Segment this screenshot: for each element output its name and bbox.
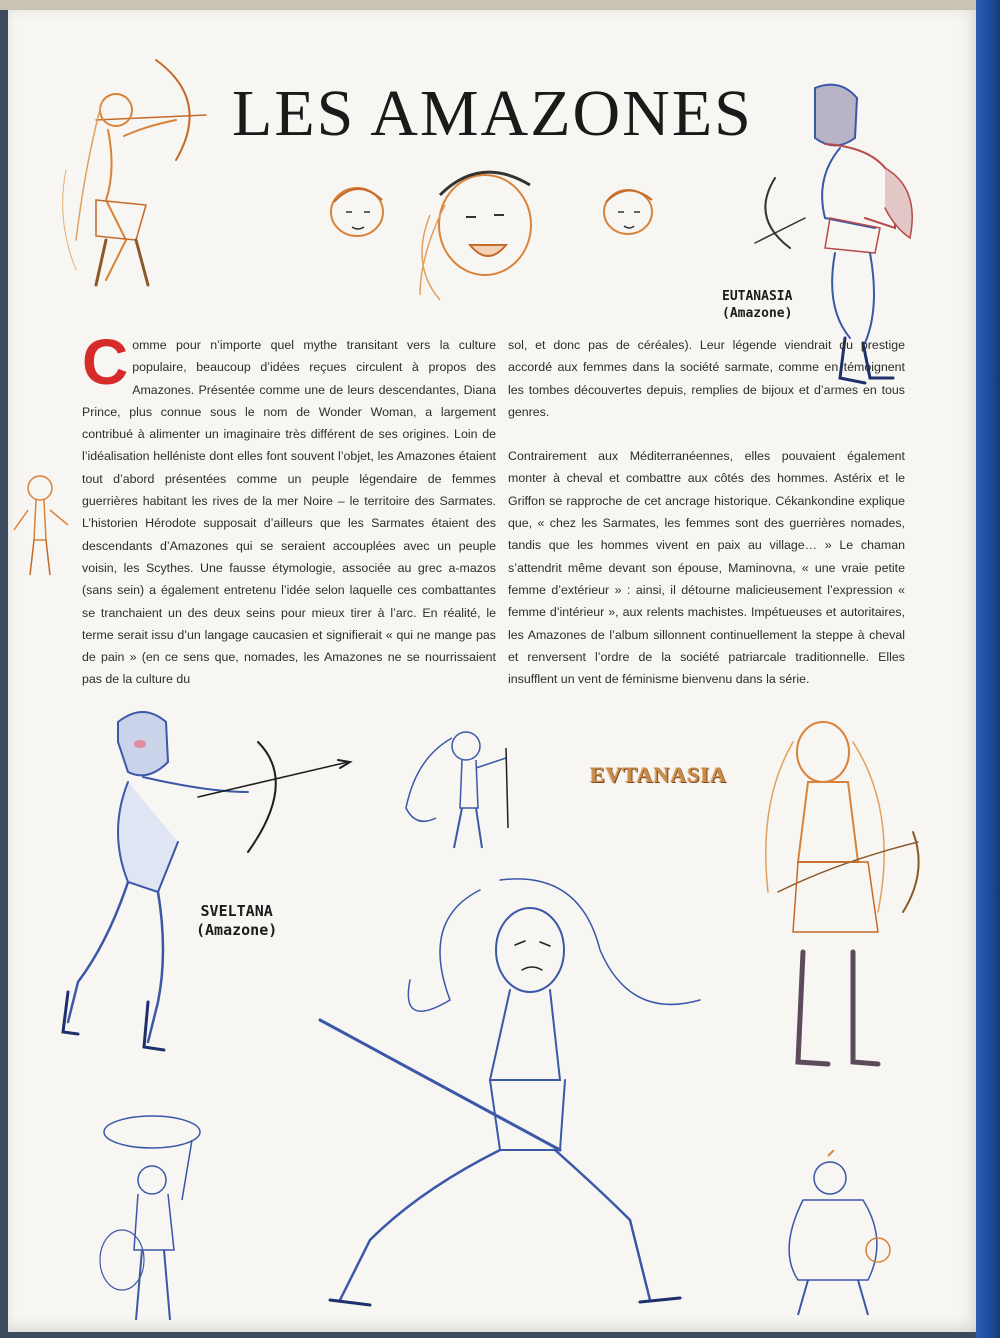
sketch-lasso-woman: [92, 1110, 222, 1330]
caption-eutanasia-role: (Amazone): [722, 306, 793, 321]
sketch-archer-top-left: [36, 40, 226, 290]
article-column-left: [82, 326, 496, 691]
article-paragraph-left: [82, 326, 496, 691]
sketch-face-2: [588, 176, 668, 246]
caption-eutanasia-name: EUTANASIA: [722, 289, 793, 304]
dropcap: C: [82, 326, 129, 398]
caption-sveltana-name: SVELTANA: [200, 902, 273, 920]
sketch-stout-amazon: [758, 1150, 908, 1320]
sketch-figure-left-margin: [6, 470, 76, 580]
page-title: LES AMAZONES: [232, 77, 753, 150]
book-binding: [976, 0, 1000, 1338]
sketch-face-1: [312, 172, 402, 252]
sketch-sword-girl: [396, 718, 526, 853]
article-column-right: [508, 334, 905, 690]
caption-sveltana: [196, 902, 277, 940]
sketch-face-laughing: [400, 155, 560, 305]
article-paragraph-right-1: sol, et donc pas de céréales). Leur légende viendrait du prestige accordé aux femmes dans la société sarmate, comme en témoignent les tombes découvertes depuis, remplies de bijoux et d’armes en tous genres.: [508, 338, 905, 419]
sketch-sword-warrior: [300, 860, 720, 1320]
article-paragraph-right-2: Contrairement aux Méditerranéennes, elles pouvaient également monter à cheval et combattre aux côtés des hommes. Astérix et le Griffon se rapproche de cet ancrage historique. Cékankondine explique que, « chez les Sarmates, les femmes sont des guerrières nomades, tandis que les hommes vivent en paix au village… » Le chaman s’attendrit même devant son épouse, Maminovna, « une vraie petite femme d’extérieur » : ainsi, il détourne malicieusement l’expression « femme d’intérieur », aux relents machistes. Impétueuses et autoritaires, les Amazones de l’album sillonnent continuellement la steppe à cheval et renversent l’ordre de la société patriarcale traditionnelle. Elles insufflent un vent de féminisme bienvenu dans la série.: [508, 449, 905, 687]
page-top-edge: [0, 0, 1000, 10]
eutanasia-logo: EVTANASIA: [590, 762, 727, 787]
sketch-eutanasia-right: [738, 712, 938, 1082]
article-paragraph-left-text: omme pour n’importe quel mythe transitant vers la culture populaire, beaucoup d’idées reçues circulent à propos des Amazones. Présentée comme une de leurs descendantes, Diana Prince, plus connue sous le nom de Wonder Woman, a largement contribué à alimenter un imaginaire très différent de ses origines. Loin de l’idéalisation helléniste dont elles font souvent l’objet, les Amazones étaient tout d’abord présentées comme un peuple légendaire de femmes guerrières habitant les rives de la mer Noire – le territoire des Sarmates. L’historien Hérodote supposait d’ailleurs que les Sarmates étaient des descendants d’Amazones qui se seraient accouplées avec un peuple voisin, les Scythes. Une fausse étymologie, associée au grec a-mazos (sans sein) a également entretenu l’idée selon laquelle ces combattantes se tranchaient un des deux seins pour mieux tirer à l’arc. En réalité, le terme serait issu d’un langage caucasien et signifierait « qui ne mange pas de pain » (en ce sens que, nomades, les Amazones ne se nourrissaient pas de la culture du: [82, 338, 496, 687]
caption-eutanasia: [722, 288, 792, 322]
caption-sveltana-role: (Amazone): [196, 921, 278, 939]
